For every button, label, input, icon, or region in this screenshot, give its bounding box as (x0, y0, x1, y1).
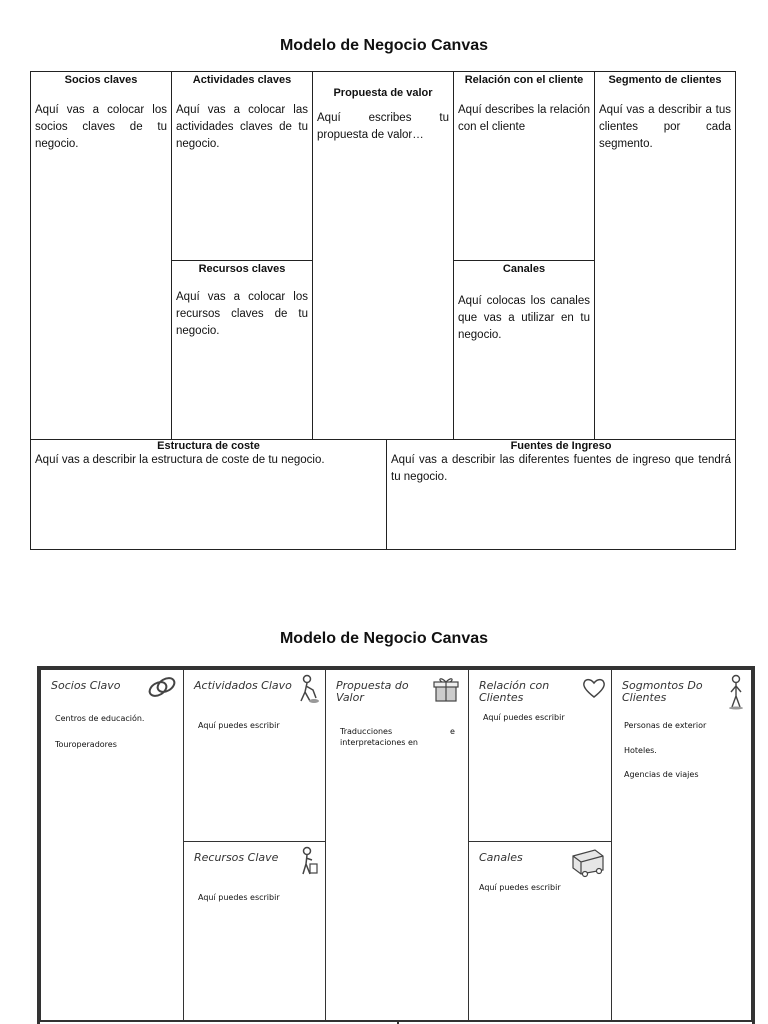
canvas2-segmentos-box (611, 669, 752, 1021)
actividades-header: Actividades claves (192, 74, 292, 86)
truck-icon (569, 846, 609, 878)
fuentes-text: Aquí vas a describir las diferentes fuentes de ingreso que tendrá tu negocio. (391, 454, 731, 483)
gift-icon (430, 674, 462, 704)
recursos-text: Aquí vas a colocar los recursos claves de tu negocio. (176, 291, 308, 337)
relacion-clientes-text: Aquí puedes escribir (483, 713, 565, 722)
canvas1-recursos-box (171, 260, 313, 440)
propuesta-text: Aquí escribes tu propuesta de valor… (317, 112, 449, 141)
worker-icon (294, 674, 320, 704)
actividades-clave-header: Actividados Clavo (194, 679, 292, 692)
canales-text: Aquí colocas los canales que vas a utilizar en tu negocio. (458, 295, 590, 341)
canvas2-actividades-box (183, 669, 326, 842)
canvas1-estructura-box (30, 439, 387, 550)
canvas1-canales-box (453, 260, 595, 440)
canvas1-actividades-box (171, 71, 313, 261)
propuesta-text-line1a: Traducciones (340, 727, 393, 736)
canales-text-2: Aquí puedes escribir (479, 883, 561, 892)
canvas2-title: Modelo de Negocio Canvas (279, 630, 489, 647)
segmentos-item-2: Hoteles. (624, 746, 657, 755)
socios-header: Socios claves (64, 74, 138, 86)
segmentos-item-1: Personas de exterior (624, 721, 707, 730)
estructura-header: Estructura de coste (157, 440, 260, 452)
canvas2-socios-box (40, 669, 184, 1021)
heart-icon (581, 676, 607, 700)
segmento-text: Aquí vas a describir a tus clientes por cada segmento. (599, 104, 731, 150)
propuesta-header-line1: Propuesta do (336, 679, 409, 692)
relacion-header-line1: Relación con (479, 679, 550, 692)
segmentos-header-line2: Clientes (622, 691, 667, 704)
canvas2-estructura-box (40, 1020, 398, 1024)
recursos-clave-header: Recursos Clave (194, 851, 279, 864)
relacion-clientes-header (479, 680, 549, 704)
canvas2-recursos-box (183, 841, 326, 1021)
actividades-text: Aquí vas a colocar las actividades claves de tu negocio. (176, 104, 308, 150)
canvas2-canales-box (468, 841, 612, 1021)
canvas1-propuesta-box (312, 71, 454, 440)
segmento-header: Segmento de clientes (608, 74, 722, 86)
canvas1-fuentes-box (386, 439, 736, 550)
fuentes-header: Fuentes de Ingreso (510, 440, 612, 452)
propuesta-text-line1b: e (450, 727, 455, 736)
canales-header-2: Canales (479, 851, 523, 864)
canales-header: Canales (502, 263, 546, 275)
socios-clave-header: Socios Clavo (51, 679, 121, 692)
actividades-clave-text: Aquí puedes escribir (198, 721, 280, 730)
canvas1-segmento-box (594, 71, 736, 440)
person-icon (726, 674, 746, 710)
canvas2-relacion-box (468, 669, 612, 842)
canvas2-propuesta-box (325, 669, 469, 1021)
canvas2-fuentes-box (397, 1020, 752, 1024)
recursos-header: Recursos claves (198, 263, 286, 275)
relacion-header: Relación con el cliente (464, 74, 584, 86)
socios-item-2: Touroperadores (55, 740, 117, 749)
segmentos-item-3: Agencias de viajes (624, 770, 699, 779)
worker-icon (294, 846, 320, 878)
segmentos-clientes-header (622, 680, 703, 704)
recursos-clave-text: Aquí puedes escribir (198, 893, 280, 902)
relacion-text: Aquí describes la relación con el cliente (458, 104, 590, 133)
canvas1-socios-box (30, 71, 172, 440)
socios-text: Aquí vas a colocar los socios claves de tu negocio. (35, 104, 167, 150)
chain-link-icon (145, 674, 179, 700)
propuesta-valor-header (336, 680, 409, 704)
relacion-header-line2: Clientes (479, 691, 524, 704)
canvas1-title: Modelo de Negocio Canvas (279, 37, 489, 54)
propuesta-text-line2: interpretaciones en (340, 738, 419, 747)
socios-item-1: Centros de educación. (55, 714, 145, 723)
estructura-text: Aquí vas a describir la estructura de coste de tu negocio. (35, 454, 325, 466)
canvas1-relacion-box (453, 71, 595, 261)
propuesta-header-line2: Valor (336, 691, 364, 704)
propuesta-header: Propuesta de valor (333, 87, 433, 99)
segmentos-header-line1: Sogmontos Do (622, 679, 703, 692)
